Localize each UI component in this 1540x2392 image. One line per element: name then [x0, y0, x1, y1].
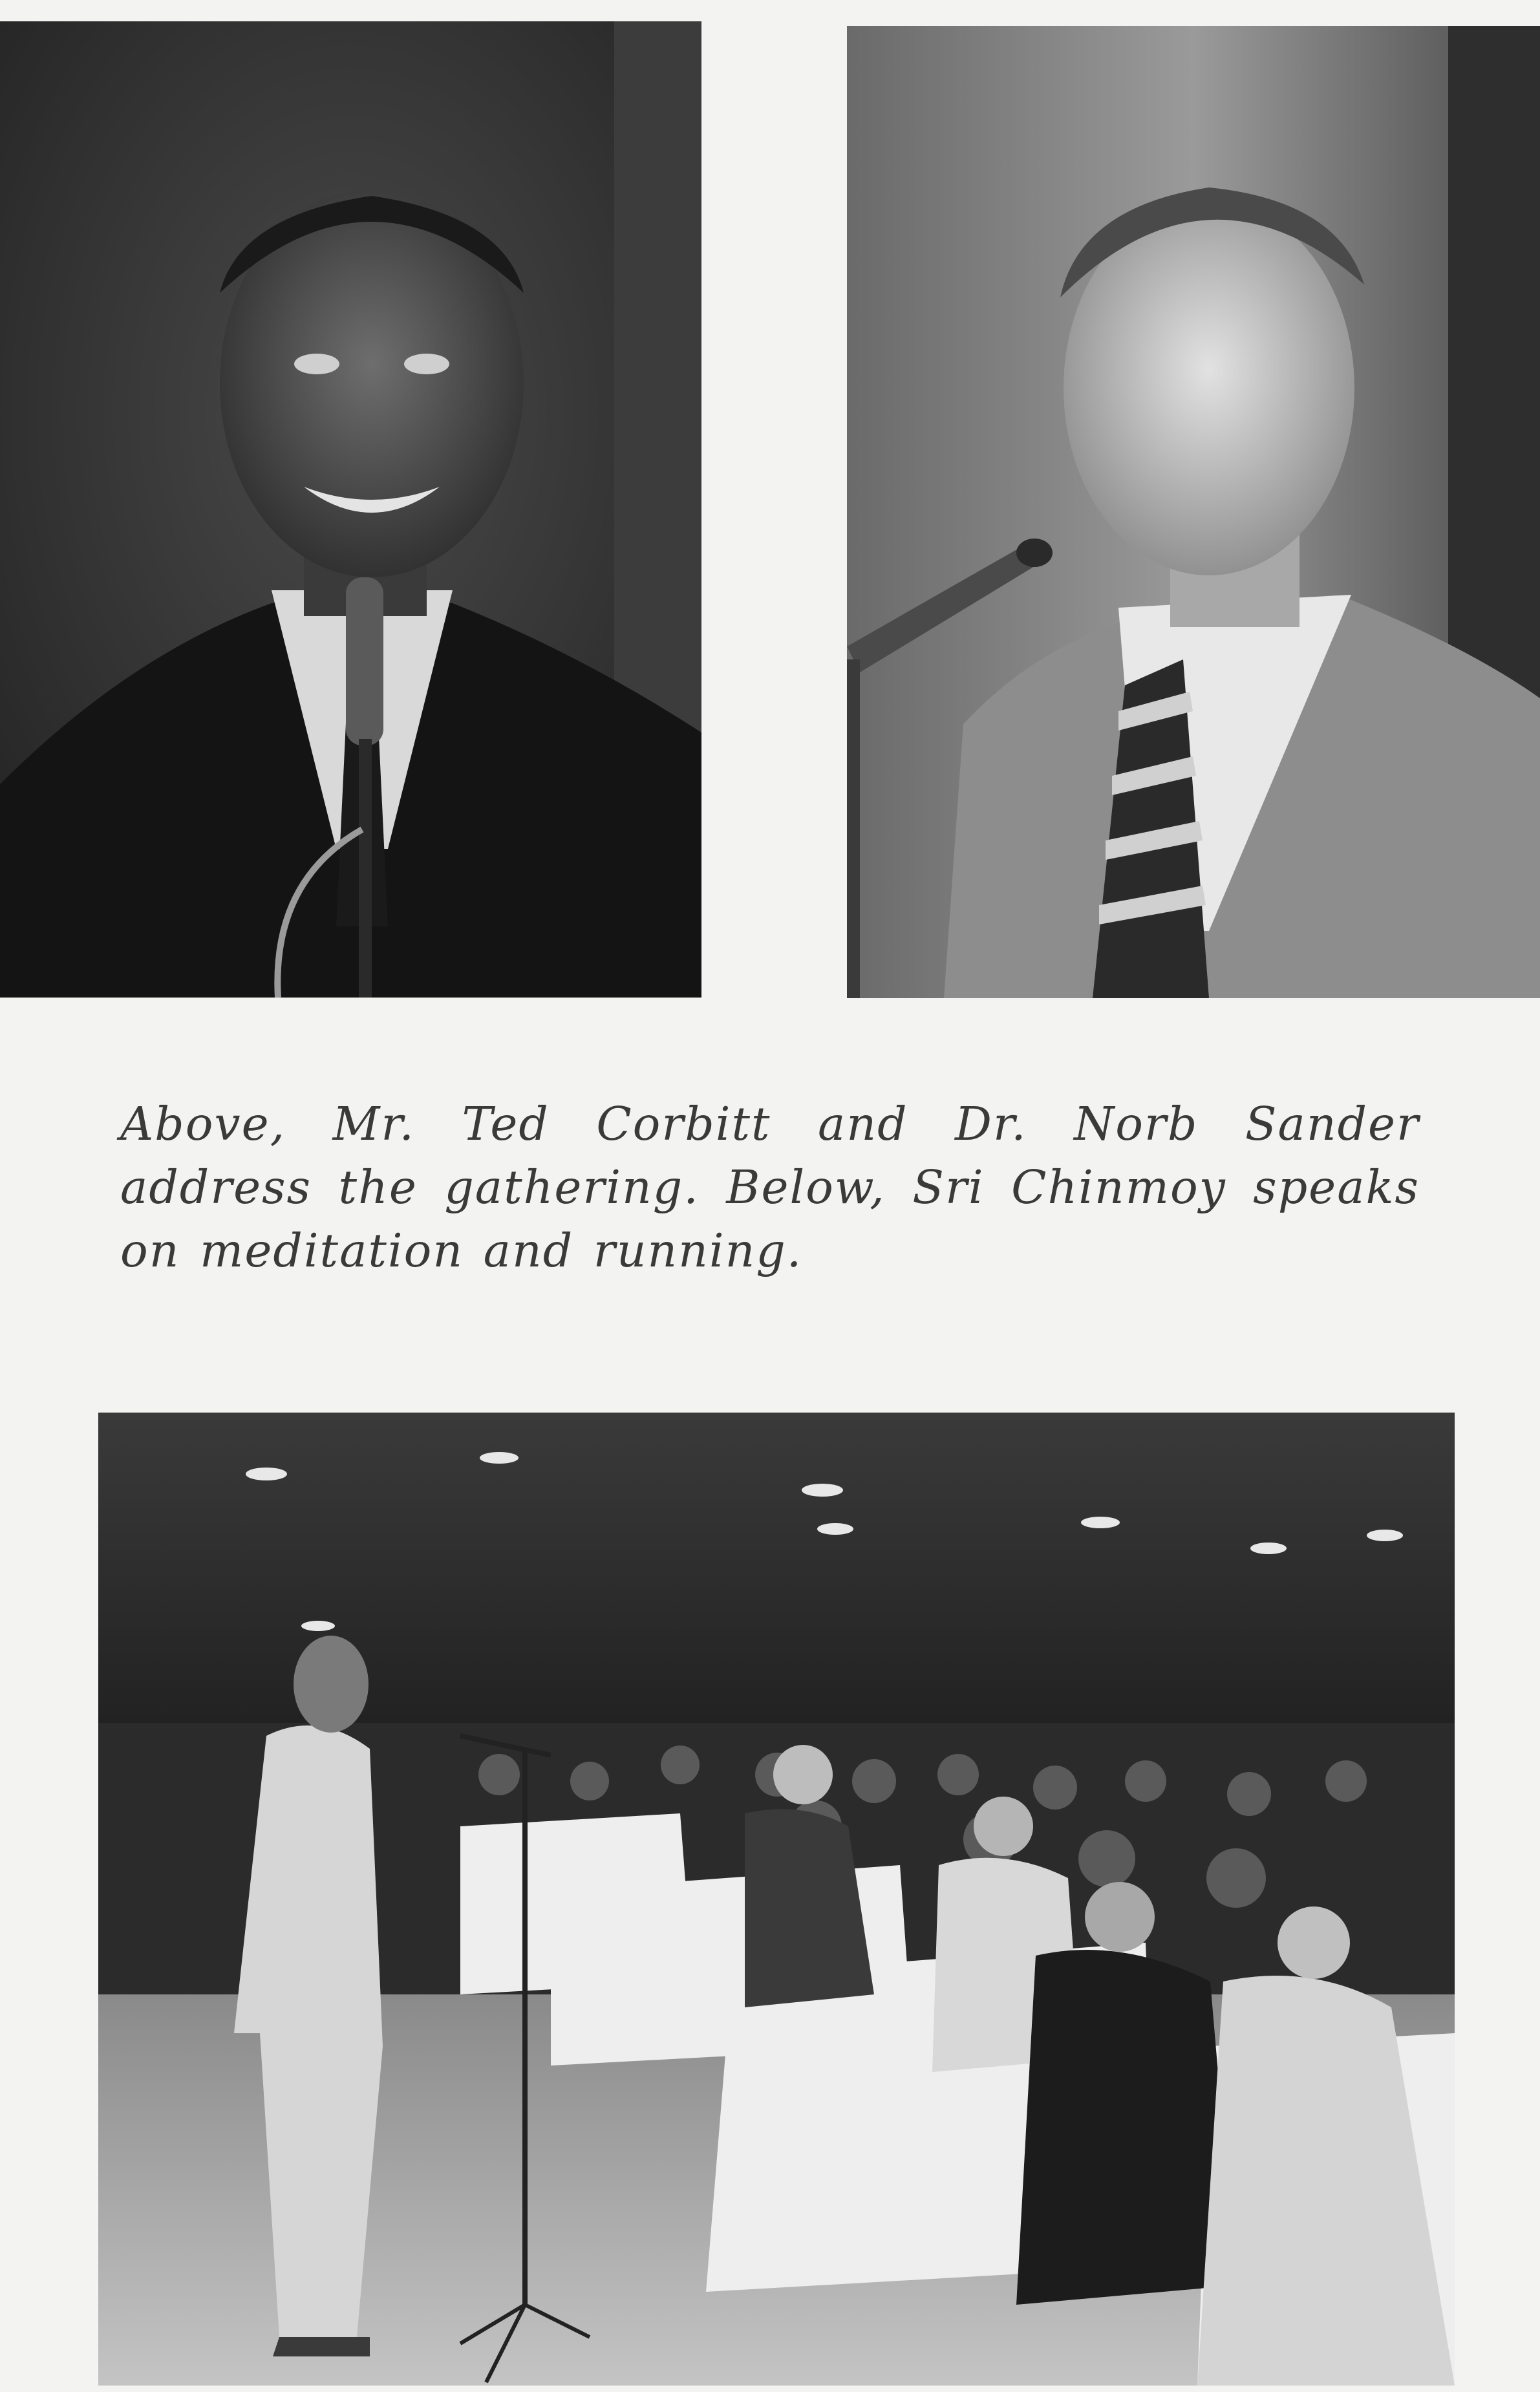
photo-caption: Above, Mr. Ted Corbitt and Dr. Norb Sander address the gathering. Below, Sri Chinmoy speaks on meditation and running.	[120, 1097, 1420, 1277]
photo-ted-corbitt	[0, 21, 701, 998]
corbitt-photo-graphic	[0, 21, 701, 998]
banquet-photo-graphic	[98, 1413, 1455, 2386]
photo-sri-chinmoy-banquet	[98, 1413, 1455, 2386]
sander-photo-graphic	[847, 26, 1540, 998]
photo-norb-sander	[847, 26, 1540, 998]
